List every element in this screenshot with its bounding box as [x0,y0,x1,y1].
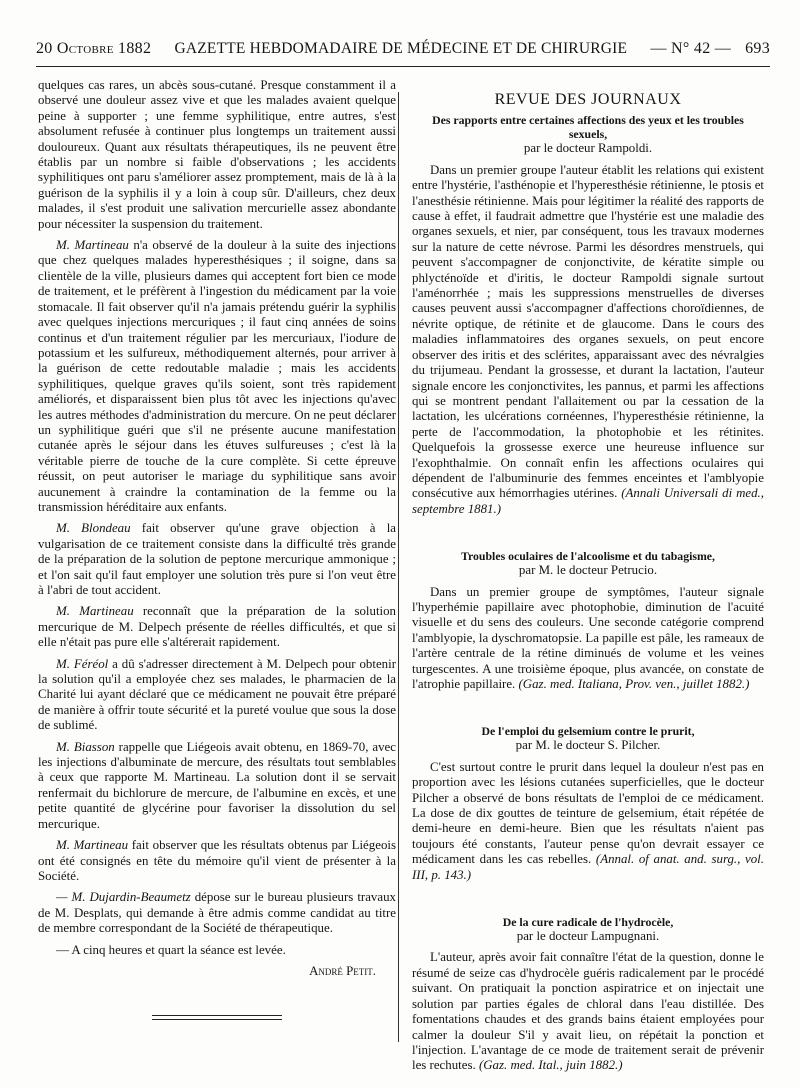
paragraph: — M. Dujardin-Beaumetz dépose sur le bureau plusieurs travaux de M. Desplats, qui demande à être admis comme candidat au titre de membre correspondant de la Société de thérapeutique. [38,890,396,936]
paragraph: — A cinq heures et quart la séance est levée. [56,942,286,957]
article-reference: (Gaz. med. Italiana, Prov. ven., juillet 1882.) [518,677,750,691]
speaker-name: — M. Dujardin-Beaumetz [56,890,191,905]
section-title: REVUE DES JOURNAUX [494,91,682,108]
paragraph: M. Martineau fait observer que les résultats obtenus par Liégeois ont été consignés en tête du mémoire qu'il vient de présenter à la Société. [38,838,396,883]
article-author: par le docteur Lampugnani. [516,929,660,944]
paragraph: M. Blondeau fait observer qu'une grave objection à la vulgarisation de ce traitement consiste dans la difficulté très grande de la préparation de la solution de peptone mercurique ammonique ; et l'on sait qu'il faut employer une solution très pure si l'on veut être à l'abri de tout accident. [38,521,397,597]
paragraph: M. Martineau n'a observé de la douleur à la suite des injections que chez quelques malades hyperesthésiques ; il soigne, dans sa clientèle de la ville, plusieurs dames qui acceptent fort bien ce mode de traitement, et le préfèrent à l'ingestion du médicament par la voie stomacale. Il fait observer qu'il n'a jamais prétendu guérir la syphilis avec quelques injections mercuriques ; il faut cinq années de soins continus et d'un traitement régulier par les mercuriaux, l'iodure de potassium et les sulfureux, méthodiquement alternés, pour arriver à la guérison de cette redoutable maladie ; mais les accidents syphilitiques, quelque graves qu'ils soient, sont très rapidement améliorés, et disparaissent bien plus tôt avec les injections qu'avec les autres méthodes d'administration du mercure. On ne peut déclarer un syphilitique guéri que s'il ne présente aucune manifestation cutanée après le séjour dans les étuves sulfureuses ; c'est là la véritable pierre de touche de la cure complète. Si cette épreuve réussit, on peut autoriser le mariage du syphilitique sans avoir aucunement à craindre la contamination de la femme ou la transmission héréditaire aux enfants. [38,238,397,514]
journal-title: GAZETTE HEBDOMADAIRE DE MÉDECINE ET DE CHIRURGIE [174,40,628,57]
speaker-name: M. Féréol [56,656,109,671]
article-author: par M. le docteur Petrucio. [518,563,658,578]
article-reference: (Annal. of anat. and. surg., vol. III, p. 143.) [412,852,764,882]
speaker-name: M. Martineau [56,604,134,619]
article-title: De la cure radicale de l'hydrocèle, [502,915,674,930]
article-reference: (Annali Universali di med., septembre 1881.) [412,486,765,516]
page-number: 693 [745,40,770,57]
article-text: Dans un premier groupe l'auteur établit les relations qui existent entre l'hystérie, l'asthénopie et l'hyperesthésie rétinienne, le ptosis et l'anesthésie rétinienne. Mais pour légitimer la réalité des rapports de cause à effet, il faudrait admettre que l'hystérie est une maladie des organes sexuels, et nier, par conséquent, tous les travaux modernes sur la nature de cette névrose. Parmi les désordres menstruels, qui peuvent s'accompagner de conjonctivite, de kératite simple ou phlycténoïde et d'iritis, le docteur Rampoldi signale surtout l'aménorrhée ; mais les suppressions menstruelles de diverses causes peuvent aussi s'accompagner d'affections choroïdiennes, de névrite optique, de rétinite et de glaucome. Dans le cours des maladies inflammatoires des organes sexuels, on peut encore observer des iritis et des sclérites, apparaissant avec des névralgies du trijumeau. Pendant la grossesse, et durant la lactation, l'auteur signale encore les conjonctivites, les pannus, et parmi les affections qui se montrent pendant l'allaitement ou par la cessation de la lactation, les ulcérations cornéennes, l'hyperesthésie rétinienne, la perte de l'accommodation, la photophobie et les rétinites. Quelquefois la grossesse exerce une heureuse influence sur l'exophthalmie. On connaît enfin les affections oculaires qui dépendent de l'albuminurie des femmes enceintes et l'amblyopie consécutive aux hémorrhagies utérines. (Annali Universali di med., septembre 1881.) [412,162,765,516]
paragraph: M. Biasson rappelle que Liégeois avait obtenu, en 1869-70, avec les injections d'albuminate de mercure, des résultats tout semblables à ceux que rapporte M. Martineau. La solution dont il se servait renfermait du bichlorure de mercure, de l'albumine en excès, et une petite quantité de glycérine pour favoriser la dissolution du sel mercurique. [38,739,396,831]
issue-date: 20 Octobre 1882 [36,40,152,57]
speaker-name: M. Martineau [56,838,129,853]
paragraph: quelques cas rares, un abcès sous-cutané. Presque constamment il a observé une douleur assez vive et que les malades avaient quelque peine à supporter ; une femme syphilitique, entre autres, s'est absolument refusée à continuer plus longtemps un traitement aussi douloureux. Quant aux résultats thérapeutiques, ils ne peuvent être établis par un nombre si faible d'observations ; les accidents syphilitiques ont paru s'améliorer assez promptement, mais de là à la guérison de la syphilis il y a loin à coup sûr. D'ailleurs, chez deux malades, il s'est produit une salivation mercurielle assez abondante pour nécessiter la suspension du traitement. [38,78,396,231]
paragraph: M. Féréol a dû s'adresser directement à M. Delpech pour obtenir la solution qu'il a employée chez ses malades, le pharmacien de la Charité lui ayant déclaré que ce médicament ne pouvait être préparé de manière à offrir toute sécurité et la pureté voulue que sous la dose de sublimé. [38,656,396,733]
article-text: L'auteur, après avoir fait connaître l'état de la question, donne le résumé de seize cas d'hydrocèle guéris radicalement par le procédé suivant. On pratiquait la ponction aspiratrice et on injectait une solution par parties égales de chloral dans l'eau distillée. Des fomentations chaudes et des grands bains étaient employées pour calmer la douleur S'il y avait lieu, on répétait la ponction et l'injection. L'avantage de ce mode de traitement serait de prévenir les rechutes. (Gaz. med. Ital., juin 1882.) [412,950,764,1073]
article-author: par le docteur Rampoldi. [523,141,653,156]
left-column [38,78,396,1020]
article-text: Dans un premier groupe de symptômes, l'auteur signale l'hyperhémie papillaire avec photophobie, diminution de l'acuité visuelle et du sens des couleurs. Une seconde catégorie comprend l'amblyopie, la dyschromatopsie. La papille est pâle, les rameaux de l'artère centrale de la rétine diminués de volume et les veines turgescentes. A une troisième époque, plus avancée, on constate de l'atrophie papillaire. (Gaz. med. Italiana, Prov. ven., juillet 1882.) [412,584,764,691]
speaker-name: M. Blondeau [56,521,131,536]
header-rule [36,66,770,67]
article-title: De l'emploi du gelsemium contre le prurit, [481,724,695,739]
signature: André Petit. [309,963,376,978]
article-author: par M. le docteur S. Pilcher. [515,738,661,753]
issue-number: — N° 42 — [650,40,732,57]
right-column [412,78,764,1080]
page-header [36,40,770,64]
column-divider [398,92,399,1042]
speaker-name: M. Martineau [56,238,129,253]
issue-meta [650,40,770,58]
article-title: Des rapports entre certaines affections des yeux et les troubles sexuels, [432,113,744,142]
article-title: Troubles oculaires de l'alcoolisme et du tabagisme, [461,549,715,564]
end-rule [152,1015,282,1020]
article-reference: (Gaz. med. Ital., juin 1882.) [478,1058,623,1073]
article-text: C'est surtout contre le prurit dans lequel la douleur n'est pas en proportion avec les lésions cutanées superficielles, que le docteur Pilcher a observé de bons résultats de l'emploi de ce médicament. La dose de dix gouttes de teinture de gelsemium, était répétée de demi-heure en demi-heure. Bien que les résultats n'aient pas toujours été constants, l'auteur pense qu'on devrait essayer ce médicament dans les cas rebelles. (Annal. of anat. and. surg., vol. III, p. 143.) [412,759,764,882]
speaker-name: M. Biasson [56,739,115,754]
paragraph: M. Martineau reconnaît que la préparation de la solution mercurique de M. Delpech présente de réelles difficultés, et que si elle n'était pas pure elle s'altérerait rapidement. [38,604,396,650]
